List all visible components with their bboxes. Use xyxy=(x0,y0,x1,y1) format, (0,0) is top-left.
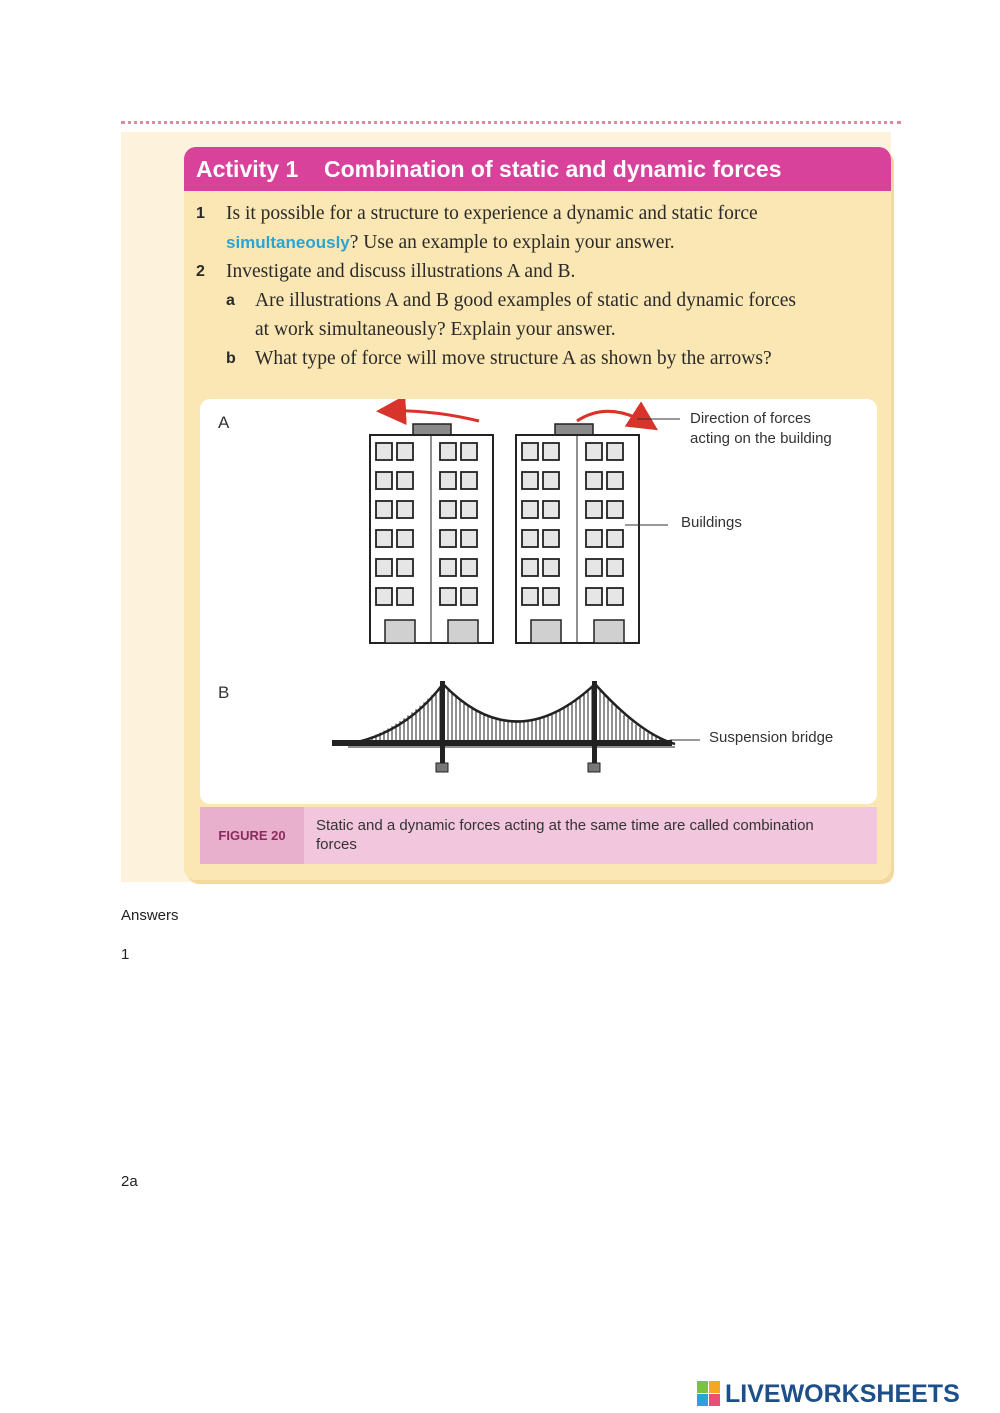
window xyxy=(543,472,559,489)
window xyxy=(376,472,392,489)
subquestion-text-continued: at work simultaneously? Explain your answer. xyxy=(255,319,616,340)
question-number: 2 xyxy=(196,263,205,280)
callout-forces-line1: Direction of forces xyxy=(690,410,811,427)
question-1 xyxy=(184,199,891,228)
window xyxy=(522,443,538,460)
window xyxy=(607,559,623,576)
window xyxy=(397,501,413,518)
window xyxy=(461,588,477,605)
window xyxy=(586,501,602,518)
window xyxy=(543,501,559,518)
answer-label-1: 1 xyxy=(121,946,130,963)
window xyxy=(397,443,413,460)
window xyxy=(607,472,623,489)
callout-buildings: Buildings xyxy=(681,514,742,531)
window xyxy=(543,588,559,605)
window xyxy=(397,530,413,547)
liveworksheets-logo xyxy=(697,1380,997,1408)
activity-title: Combination of static and dynamic forces xyxy=(324,156,782,182)
keyword-simultaneously: simultaneously xyxy=(226,233,350,252)
window xyxy=(607,501,623,518)
liveworksheets-logo-icon xyxy=(697,1381,721,1407)
subquestion-a xyxy=(184,286,891,315)
window xyxy=(440,501,456,518)
window xyxy=(461,530,477,547)
window xyxy=(440,559,456,576)
building-right xyxy=(516,424,639,643)
answer-label-2a: 2a xyxy=(121,1173,138,1190)
window xyxy=(607,530,623,547)
window xyxy=(397,559,413,576)
window xyxy=(376,501,392,518)
window xyxy=(522,559,538,576)
window xyxy=(440,472,456,489)
caption-text: Static and a dynamic forces acting at the same time are called combination forces xyxy=(316,817,814,853)
activity-label: Activity 1 xyxy=(196,156,299,182)
callout-forces-line2: acting on the building xyxy=(690,430,832,447)
activity-box xyxy=(184,147,891,880)
window xyxy=(397,588,413,605)
subquestion-a-continued xyxy=(184,315,891,344)
window xyxy=(461,559,477,576)
activity-header xyxy=(184,147,891,191)
question-1-continued xyxy=(184,228,891,257)
illustration-label-b: B xyxy=(218,683,230,702)
window xyxy=(586,559,602,576)
window xyxy=(397,472,413,489)
window xyxy=(522,501,538,518)
window xyxy=(522,530,538,547)
window xyxy=(543,443,559,460)
window xyxy=(376,588,392,605)
window xyxy=(586,530,602,547)
suspension-bridge xyxy=(332,681,675,772)
subquestion-text: Are illustrations A and B good examples of static and dynamic forces xyxy=(255,290,797,311)
subquestion-letter: b xyxy=(226,350,236,367)
window xyxy=(607,443,623,460)
window xyxy=(586,472,602,489)
dotted-divider xyxy=(121,121,901,124)
window xyxy=(607,588,623,605)
window xyxy=(522,588,538,605)
window xyxy=(586,443,602,460)
subquestion-b xyxy=(184,344,891,373)
question-text: Investigate and discuss illustrations A and B. xyxy=(226,261,576,282)
window xyxy=(376,530,392,547)
question-list xyxy=(184,199,891,373)
illustration-label-a: A xyxy=(218,413,230,432)
force-arrow-left xyxy=(382,411,479,421)
question-text-rest: ? Use an example to explain your answer. xyxy=(349,232,675,253)
figure-caption xyxy=(200,807,877,864)
question-number: 1 xyxy=(196,205,205,222)
window xyxy=(440,443,456,460)
window xyxy=(543,559,559,576)
window xyxy=(522,472,538,489)
caption-figure-number: FIGURE 20 xyxy=(200,807,304,864)
answers-heading: Answers xyxy=(121,907,179,924)
window xyxy=(461,501,477,518)
window xyxy=(461,443,477,460)
liveworksheets-logo-text: LIVEWORKSHEETS xyxy=(725,1380,960,1408)
question-text-continued xyxy=(226,228,675,257)
window xyxy=(461,472,477,489)
building-left xyxy=(370,424,493,643)
callout-bridge: Suspension bridge xyxy=(709,729,834,746)
subquestion-letter: a xyxy=(226,292,235,309)
window xyxy=(376,443,392,460)
window xyxy=(440,588,456,605)
subquestion-text: What type of force will move structure A as shown by the arrows? xyxy=(255,348,772,369)
window xyxy=(440,530,456,547)
question-2 xyxy=(184,257,891,286)
figure-illustrations xyxy=(200,399,877,804)
window xyxy=(376,559,392,576)
question-text: Is it possible for a structure to experience a dynamic and static force xyxy=(226,203,758,224)
callout-forces xyxy=(690,409,832,449)
window xyxy=(586,588,602,605)
window xyxy=(543,530,559,547)
